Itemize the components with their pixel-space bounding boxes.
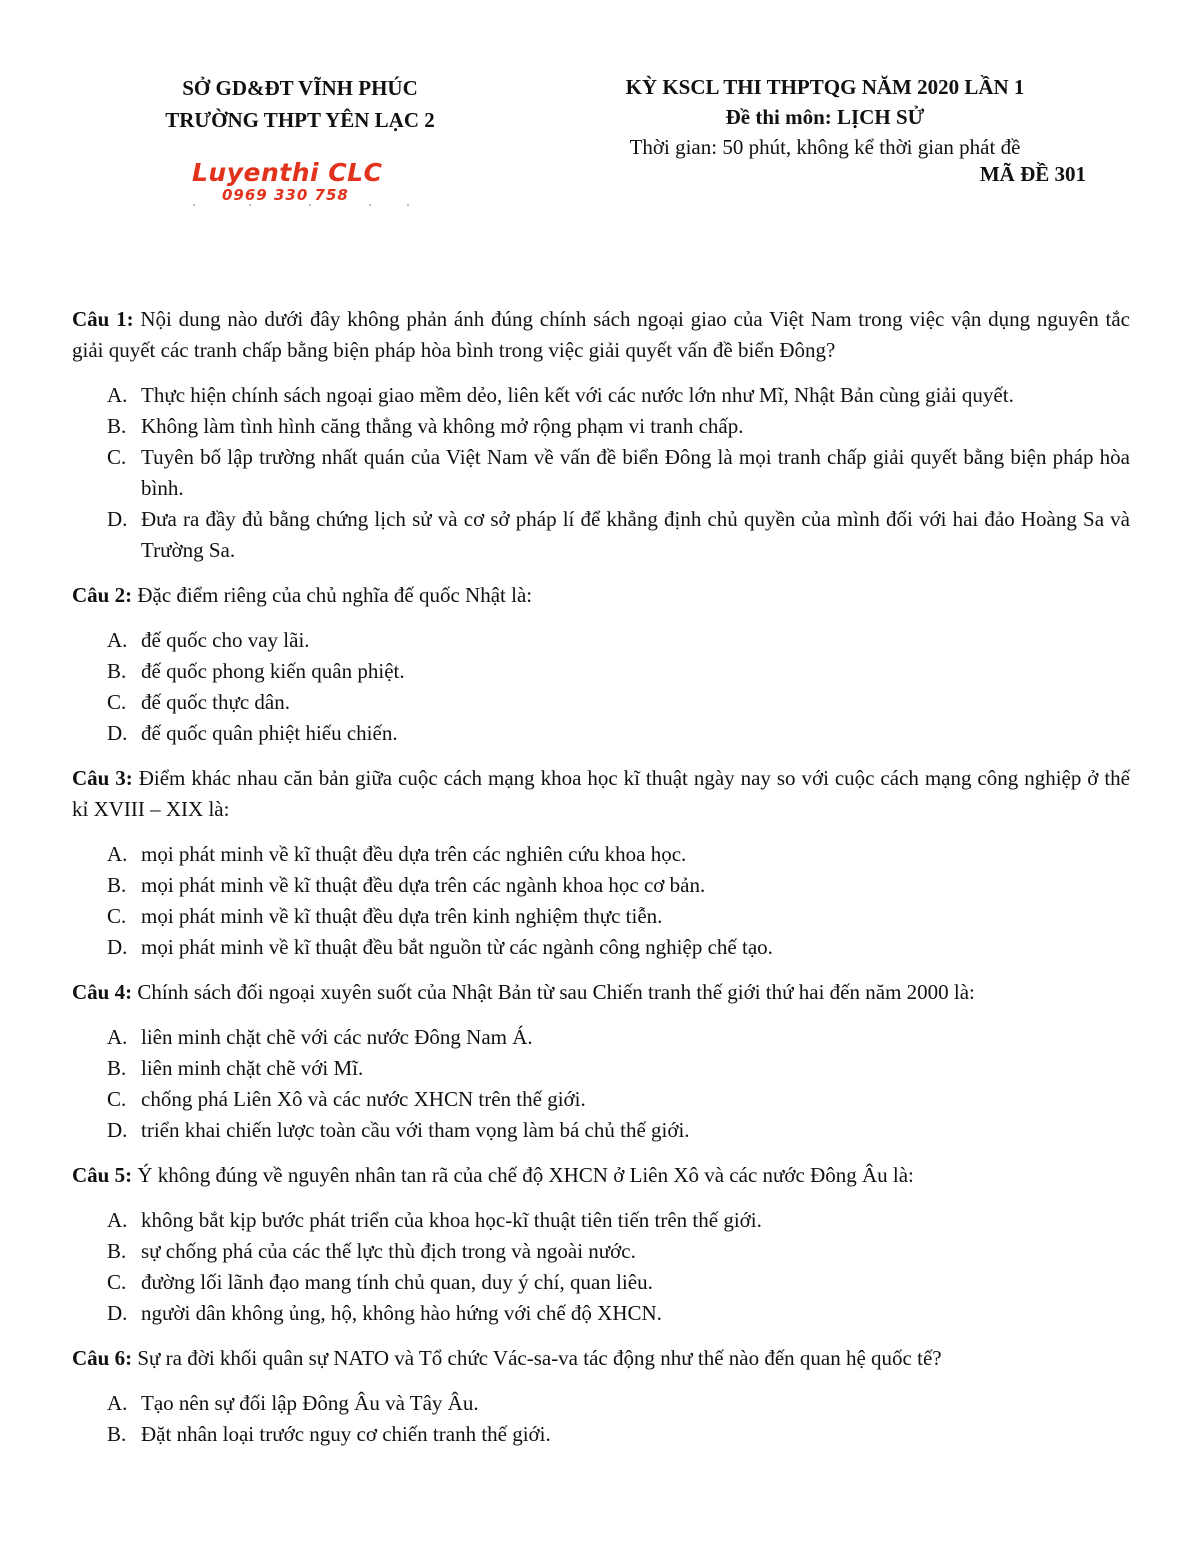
question-text: Nội dung nào dưới đây không phản ánh đúng chính sách ngoại giao của Việt Nam trong việc vận dụng nguyên tắc giải quyết các tranh chấp bằng biện pháp hòa bình trong việc giải quyết vấn đề biển Đông?: [72, 307, 1130, 362]
option-letter: A.: [107, 1391, 128, 1415]
option-text: đường lối lãnh đạo mang tính chủ quan, duy ý chí, quan liêu.: [141, 1270, 653, 1294]
answer-option: [72, 504, 1130, 566]
exam-duration: Thời gian: 50 phút, không kể thời gian phát đề: [629, 135, 1021, 159]
answer-option: [72, 625, 1130, 656]
option-letter: B.: [107, 659, 127, 683]
option-text: liên minh chặt chẽ với các nước Đông Nam Á.: [141, 1025, 533, 1049]
option-letter: B.: [107, 1056, 127, 1080]
school-header: [120, 72, 480, 136]
answer-option: [72, 1236, 1130, 1267]
option-text: Thực hiện chính sách ngoại giao mềm dẻo, liên kết với các nước lớn như Mĩ, Nhật Bản cùng giải quyết.: [141, 383, 1014, 407]
option-letter: A.: [107, 1025, 128, 1049]
option-text: triển khai chiến lược toàn cầu với tham vọng làm bá chủ thế giới.: [141, 1118, 690, 1142]
question-2: [72, 580, 1130, 611]
answer-option: [72, 870, 1130, 901]
option-text: mọi phát minh về kĩ thuật đều bắt nguồn từ các ngành công nghiệp chế tạo.: [141, 935, 773, 959]
exam-subject: Đề thi môn: LỊCH SỬ: [725, 105, 925, 129]
question-3: [72, 763, 1130, 825]
option-text: đế quốc phong kiến quân phiệt.: [141, 659, 405, 683]
question-number: Câu 3:: [72, 766, 133, 790]
answer-option: [72, 1419, 1130, 1450]
answer-options: [72, 1022, 1130, 1146]
option-text: đế quốc cho vay lãi.: [141, 628, 310, 652]
option-text: mọi phát minh về kĩ thuật đều dựa trên các nghiên cứu khoa học.: [141, 842, 687, 866]
question-number: Câu 6:: [72, 1346, 133, 1370]
answer-option: [72, 839, 1130, 870]
answer-option: [72, 901, 1130, 932]
option-text: sự chống phá của các thế lực thù địch trong và ngoài nước.: [141, 1239, 636, 1263]
answer-options: [72, 380, 1130, 566]
exam-code: MÃ ĐỀ 301: [979, 162, 1086, 186]
answer-options: [72, 1205, 1130, 1329]
question-6: [72, 1343, 1130, 1374]
answer-option: [72, 1053, 1130, 1084]
option-text: mọi phát minh về kĩ thuật đều dựa trên các ngành khoa học cơ bản.: [141, 873, 706, 897]
answer-option: [72, 411, 1130, 442]
answer-option: [72, 1267, 1130, 1298]
question-text: Ý không đúng về nguyên nhân tan rã của chế độ XHCN ở Liên Xô và các nước Đông Âu là:: [132, 1163, 914, 1187]
option-text: chống phá Liên Xô và các nước XHCN trên thế giới.: [141, 1087, 586, 1111]
option-letter: D.: [107, 1118, 128, 1142]
answer-option: [72, 1388, 1130, 1419]
exam-header: [560, 72, 1090, 162]
option-letter: B.: [107, 414, 127, 438]
option-text: Đưa ra đầy đủ bằng chứng lịch sử và cơ sở pháp lí để khẳng định chủ quyền của mình đối với hai đảo Hoàng Sa và Trường Sa.: [141, 507, 1130, 562]
answer-option: [72, 1205, 1130, 1236]
option-text: liên minh chặt chẽ với Mĩ.: [141, 1056, 364, 1080]
logo-decoration-icon: [190, 202, 412, 208]
answer-options: [72, 1388, 1130, 1450]
answer-option: [72, 1084, 1130, 1115]
answer-option: [72, 656, 1130, 687]
answer-option: [72, 1298, 1130, 1329]
answer-option: [72, 380, 1130, 411]
option-letter: C.: [107, 904, 127, 928]
option-letter: D.: [107, 935, 128, 959]
question-number: Câu 2:: [72, 583, 133, 607]
luyenthi-logo: [186, 158, 416, 210]
question-number: Câu 4:: [72, 980, 133, 1004]
answer-option: [72, 687, 1130, 718]
answer-option: [72, 1115, 1130, 1146]
answer-option: [72, 1022, 1130, 1053]
option-letter: D.: [107, 507, 128, 531]
question-number: Câu 5:: [72, 1163, 133, 1187]
option-letter: C.: [107, 1087, 127, 1111]
question-4: [72, 977, 1130, 1008]
answer-options: [72, 625, 1130, 749]
question-text: Chính sách đối ngoại xuyên suốt của Nhật Bản từ sau Chiến tranh thế giới thứ hai đến năm 2000 là:: [132, 980, 975, 1004]
option-text: người dân không ủng, hộ, không hào hứng với chế độ XHCN.: [141, 1301, 662, 1325]
exam-title: KỲ KSCL THI THPTQG NĂM 2020 LẦN 1: [625, 75, 1025, 99]
answer-option: [72, 932, 1130, 963]
option-letter: C.: [107, 690, 127, 714]
question-list: [72, 304, 1130, 1464]
question-text: Đặc điểm riêng của chủ nghĩa đế quốc Nhật là:: [132, 583, 533, 607]
option-letter: A.: [107, 1208, 128, 1232]
option-letter: A.: [107, 383, 128, 407]
option-letter: D.: [107, 721, 128, 745]
question-text: Sự ra đời khối quân sự NATO và Tổ chức Vác-sa-va tác động như thế nào đến quan hệ quốc tế?: [132, 1346, 942, 1370]
option-text: không bắt kịp bước phát triển của khoa học-kĩ thuật tiên tiến trên thế giới.: [141, 1208, 762, 1232]
option-letter: A.: [107, 628, 128, 652]
option-text: mọi phát minh về kĩ thuật đều dựa trên kinh nghiệm thực tiễn.: [141, 904, 663, 928]
option-text: Tuyên bố lập trường nhất quán của Việt Nam về vấn đề biển Đông là mọi tranh chấp giải quyết bằng biện pháp hòa bình.: [141, 445, 1130, 500]
option-letter: C.: [107, 445, 127, 469]
school-name: TRƯỜNG THPT YÊN LẠC 2: [165, 108, 435, 132]
option-letter: C.: [107, 1270, 127, 1294]
question-number: Câu 1:: [72, 307, 134, 331]
question-5: [72, 1160, 1130, 1191]
option-letter: D.: [107, 1301, 128, 1325]
option-letter: B.: [107, 1239, 127, 1263]
answer-option: [72, 718, 1130, 749]
option-text: đế quốc thực dân.: [141, 690, 290, 714]
question-1: [72, 304, 1130, 366]
option-letter: A.: [107, 842, 128, 866]
option-text: Đặt nhân loại trước nguy cơ chiến tranh thế giới.: [141, 1422, 551, 1446]
option-text: Tạo nên sự đối lập Đông Âu và Tây Âu.: [141, 1391, 479, 1415]
department-name: SỞ GD&ĐT VĨNH PHÚC: [182, 76, 418, 100]
option-text: Không làm tình hình căng thẳng và không mở rộng phạm vi tranh chấp.: [141, 414, 744, 438]
question-text: Điểm khác nhau căn bản giữa cuộc cách mạng khoa học kĩ thuật ngày nay so với cuộc cách mạng công nghiệp ở thế kỉ XVIII – XIX là:: [72, 766, 1130, 821]
answer-options: [72, 839, 1130, 963]
option-letter: B.: [107, 873, 127, 897]
logo-name: Luyenthi CLC: [192, 158, 383, 187]
option-text: đế quốc quân phiệt hiếu chiến.: [141, 721, 398, 745]
answer-option: [72, 442, 1130, 504]
logo-phone: 0969 330 758: [222, 186, 349, 204]
option-letter: B.: [107, 1422, 127, 1446]
